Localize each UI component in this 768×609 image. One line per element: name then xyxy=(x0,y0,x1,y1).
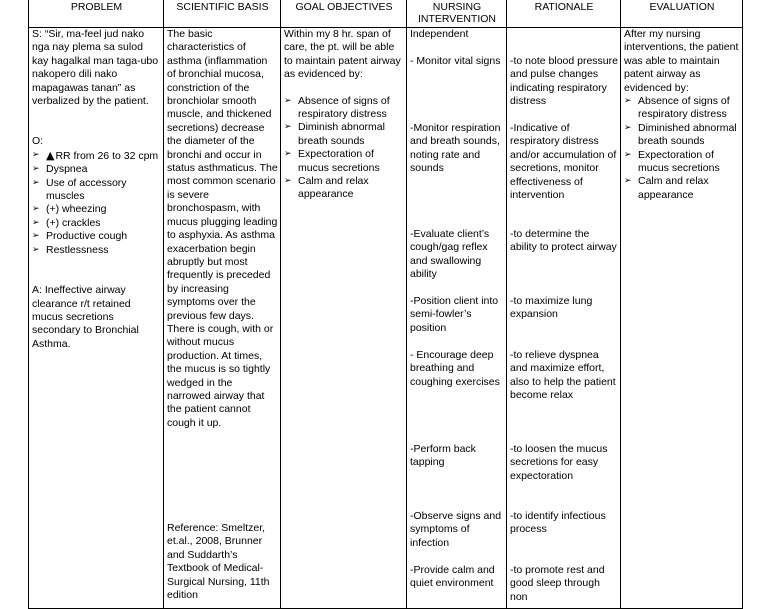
content-row xyxy=(29,28,743,609)
list-item: ➢ (+) wheezing xyxy=(32,203,161,216)
header-scientific-basis: SCIENTIFIC BASIS xyxy=(164,0,281,28)
rationale-item: -to note blood pressure and pulse changes indicating respiratory distress xyxy=(510,55,618,108)
list-item: ➢ Diminish abnormal breath sounds xyxy=(284,121,404,148)
intervention-item: - Monitor vital signs xyxy=(410,55,501,67)
intervention-item: -Provide calm and quiet environment xyxy=(410,564,495,590)
list-item: ➢ Dyspnea xyxy=(32,163,161,176)
header-rationale: RATIONALE xyxy=(507,0,621,28)
list-item: ➢ Absence of signs of respiratory distress xyxy=(284,95,404,122)
evaluation-intro: After my nursing interventions, the patient was able to maintain patent airway as evidenced by: xyxy=(624,28,739,94)
list-item: ➢ Restlessness xyxy=(32,244,161,257)
header-evaluation: EVALUATION xyxy=(621,0,743,28)
reference-text: Reference: Smeltzer, et.al., 2008, Brunner and Suddarth’s Textbook of Medical-Surgical Nursing, 11th edition xyxy=(167,522,270,602)
warning-triangle-icon: ▲ xyxy=(46,148,55,162)
header-nursing-intervention: NURSING INTERVENTION xyxy=(407,0,507,28)
intervention-item: -Perform back tapping xyxy=(410,443,476,469)
intervention-item: - Encourage deep breathing and coughing exercises xyxy=(410,349,500,388)
list-item: ➢ ▲RR from 26 to 32 cpm xyxy=(32,149,161,163)
intervention-item: -Position client into semi-fowler’s position xyxy=(410,295,499,334)
intervention-item: -Monitor respiration and breath sounds, noting rate and sounds xyxy=(410,122,501,175)
objective-list xyxy=(32,149,161,257)
list-item: ➢ Expectoration of mucus secretions xyxy=(624,149,740,176)
subjective-data: S: “Sir, ma-feel jud nako nga nay plema sa sulod kay hagalkal man taga-ubo nakopero dili nako mapagawas tanan” as verbalized by the patient. xyxy=(32,28,159,108)
evaluation-list xyxy=(624,95,740,202)
objective-label: O: xyxy=(32,135,44,148)
intervention-item: -Evaluate client’s cough/gag reflex and swallowing ability xyxy=(410,228,490,281)
header-row xyxy=(29,0,743,28)
list-item: ➢ Calm and relax appearance xyxy=(284,175,404,202)
cell-evaluation xyxy=(621,28,743,609)
rationale-item: -to loosen the mucus secretions for easy expectoration xyxy=(510,443,608,482)
rationale-item: -to determine the ability to protect airway xyxy=(510,228,617,254)
intervention-item: -Observe signs and symptoms of infection xyxy=(410,510,502,549)
rationale-item: -Indicative of respiratory distress and/or accumulation of secretions, monitor effectiveness of intervention xyxy=(510,122,617,202)
list-item: ➢ Expectoration of mucus secretions xyxy=(284,148,404,175)
header-goal-objectives: GOAL OBJECTIVES xyxy=(281,0,407,28)
rationale-item: -to promote rest and good sleep through non xyxy=(510,564,605,603)
goal-intro: Within my 8 hr. span of care, the pt. will be able to maintain patent airway as evidenced by: xyxy=(284,28,401,81)
intervention-heading: Independent xyxy=(410,28,469,40)
nursing-care-plan-table xyxy=(28,0,743,609)
list-item: ➢ Absence of signs of respiratory distress xyxy=(624,95,740,122)
list-item: ➢ Productive cough xyxy=(32,230,161,243)
list-item: ➢ Diminished abnormal breath sounds xyxy=(624,122,740,149)
cell-rationale xyxy=(507,28,621,609)
rationale-item: -to relieve dyspnea and maximize effort, also to help the patient become relax xyxy=(510,349,616,402)
goal-list xyxy=(284,95,404,202)
cell-scientific-basis xyxy=(164,28,281,609)
cell-nursing-intervention xyxy=(407,28,507,609)
rationale-item: -to identify infectious process xyxy=(510,510,606,536)
list-item: ➢ Calm and relax appearance xyxy=(624,175,740,202)
scientific-basis-text: The basic characteristics of asthma (inflammation of bronchial mucosa, constriction of the bronchiolar smooth muscle, and thickened secretions) decrease the diameter of the bronchi and occur in status asthmaticus. The most common scenario is severe bronchospasm, with mucus plugging leading to asphyxia. As asthma exacerbation begin abruptly but most frequently is preceded by increasing symptoms over the previous few days. There is cough, with or without mucus production. At times, the mucus is so tightly wedged in the narrowed airway that the patient cannot cough it up. xyxy=(167,28,278,429)
rationale-item: -to maximize lung expansion xyxy=(510,295,593,321)
list-item: ➢ Use of accessory muscles xyxy=(32,177,161,204)
assessment-text: A: Ineffective airway clearance r/t retained mucus secretions secondary to Bronchial Asthma. xyxy=(32,284,139,350)
list-item: ➢ (+) crackles xyxy=(32,217,161,230)
cell-goal-objectives xyxy=(281,28,407,609)
header-problem: PROBLEM xyxy=(29,0,164,28)
cell-problem xyxy=(29,28,164,609)
